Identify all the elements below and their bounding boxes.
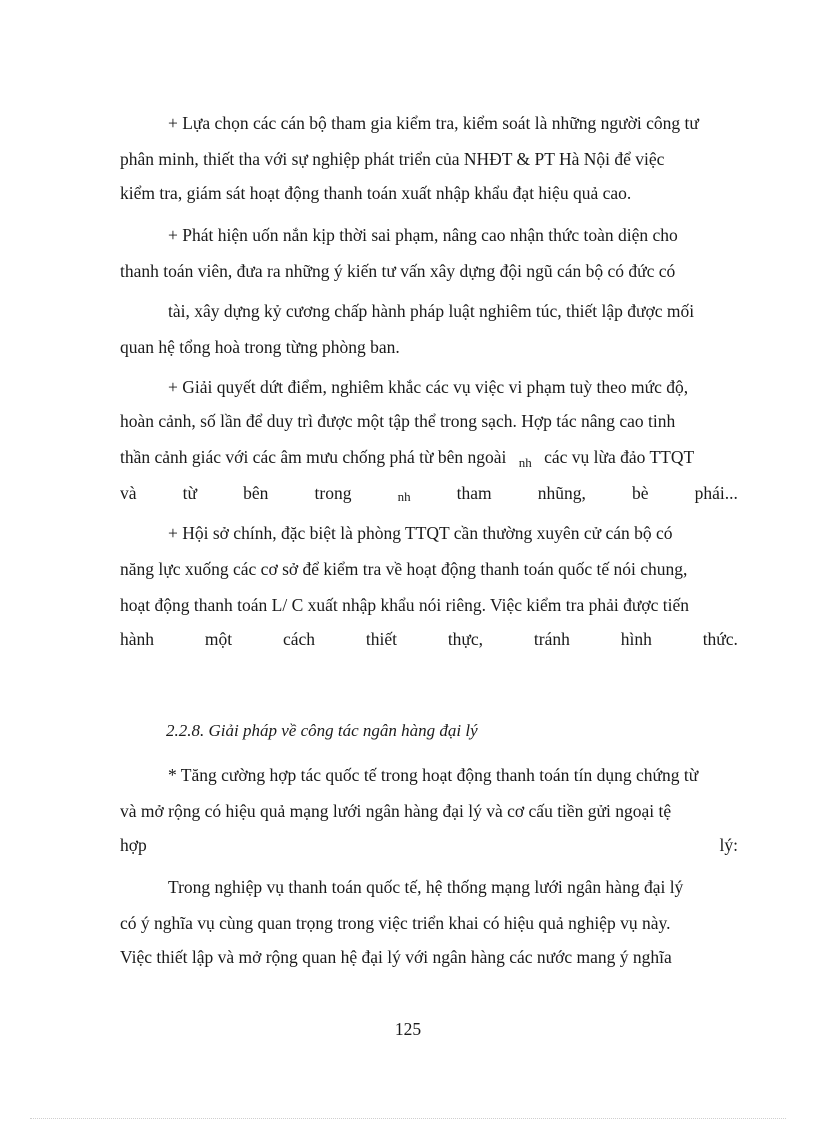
word: thức. (702, 629, 738, 649)
paragraph-6-line-1 (168, 874, 738, 900)
word: cách (282, 629, 316, 649)
text: các vụ lừa đảo TTQT (544, 447, 695, 467)
fragment: nh (518, 455, 532, 470)
paragraph-3-line-2 (120, 408, 738, 434)
paragraph-4-line-3 (120, 592, 738, 618)
paragraph-2-line-4 (120, 334, 738, 360)
paragraph-5-line-3 (120, 832, 738, 858)
paragraph-5-line-2 (120, 798, 738, 824)
word: tham (456, 483, 492, 503)
text: hoạt động thanh toán L/ C xuất nhập khẩu nói riêng. Việc kiểm tra phải được tiến (120, 595, 689, 615)
word: phái... (694, 483, 738, 503)
word: thiết (365, 629, 397, 649)
text: và mở rộng có hiệu quả mạng lưới ngân hàng đại lý và cơ cấu tiền gửi ngoại tệ (120, 801, 672, 821)
text: hoàn cảnh, số lần để duy trì được một tập thể trong sạch. Hợp tác nâng cao tinh (120, 411, 676, 431)
paragraph-4-line-2 (120, 556, 738, 582)
text: thần cảnh giác với các âm mưu chống phá từ bên ngoài (120, 447, 507, 467)
footer-rule (30, 1118, 786, 1119)
paragraph-1-line-3 (120, 180, 738, 206)
paragraph-3-line-1 (168, 374, 738, 400)
paragraph-2-line-3 (168, 298, 738, 324)
paragraph-2-line-2 (120, 258, 738, 284)
text: Việc thiết lập và mở rộng quan hệ đại lý với ngân hàng các nước mang ý nghĩa (120, 947, 672, 967)
paragraph-4-line-1 (168, 520, 738, 546)
word: lý: (719, 835, 738, 855)
text: năng lực xuống các cơ sở để kiểm tra về hoạt động thanh toán quốc tế nói chung, (120, 559, 688, 579)
text: phân minh, thiết tha với sự nghiệp phát triển của NHĐT & PT Hà Nội để việc (120, 149, 665, 169)
text: * Tăng cường hợp tác quốc tế trong hoạt động thanh toán tín dụng chứng từ (168, 765, 699, 785)
word: thực, (447, 629, 484, 649)
text: tài, xây dựng kỷ cương chấp hành pháp luật nghiêm túc, thiết lập được mối (168, 301, 695, 321)
word: trong (314, 483, 352, 503)
paragraph-3-line-3 (120, 444, 738, 470)
paragraph-3-line-4 (120, 480, 738, 506)
word: từ (182, 483, 197, 503)
word: hình (620, 629, 652, 649)
paragraph-1-line-1 (168, 110, 738, 136)
text: + Giải quyết dứt điểm, nghiêm khắc các vụ việc vi phạm tuỳ theo mức độ, (168, 377, 689, 397)
text: quan hệ tổng hoà trong từng phòng ban. (120, 337, 400, 357)
word: bên (243, 483, 269, 503)
section-heading: 2.2.8. Giải pháp về công tác ngân hàng đại lý (166, 721, 478, 740)
text: + Lựa chọn các cán bộ tham gia kiểm tra, kiểm soát là những người công tư (168, 113, 699, 133)
text: + Phát hiện uốn nắn kịp thời sai phạm, nâng cao nhận thức toàn diện cho (168, 225, 678, 245)
page-number: 125 (394, 1019, 422, 1039)
paragraph-4-line-4 (120, 626, 738, 652)
text: thanh toán viên, đưa ra những ý kiến tư vấn xây dựng đội ngũ cán bộ có đức có (120, 261, 676, 281)
word: nhũng, (537, 483, 586, 503)
text: + Hội sở chính, đặc biệt là phòng TTQT cần thường xuyên cử cán bộ có (168, 523, 673, 543)
word: bè (632, 483, 649, 503)
word: hợp (120, 835, 147, 855)
text: kiểm tra, giám sát hoạt động thanh toán xuất nhập khẩu đạt hiệu quả cao. (120, 183, 632, 203)
paragraph-6-line-3 (120, 944, 738, 970)
text: Trong nghiệp vụ thanh toán quốc tế, hệ thống mạng lưới ngân hàng đại lý (168, 877, 684, 897)
fragment: nh (397, 489, 411, 504)
paragraph-6-line-2 (120, 910, 738, 936)
text: có ý nghĩa vụ cùng quan trọng trong việc triển khai có hiệu quả nghiệp vụ này. (120, 913, 671, 933)
paragraph-2-line-1 (168, 222, 738, 248)
word: và (120, 483, 137, 503)
paragraph-5-line-1 (168, 762, 738, 788)
paragraph-1-line-2 (120, 146, 738, 172)
word: hành (120, 629, 155, 649)
word: tránh (533, 629, 570, 649)
word: một (204, 629, 233, 649)
